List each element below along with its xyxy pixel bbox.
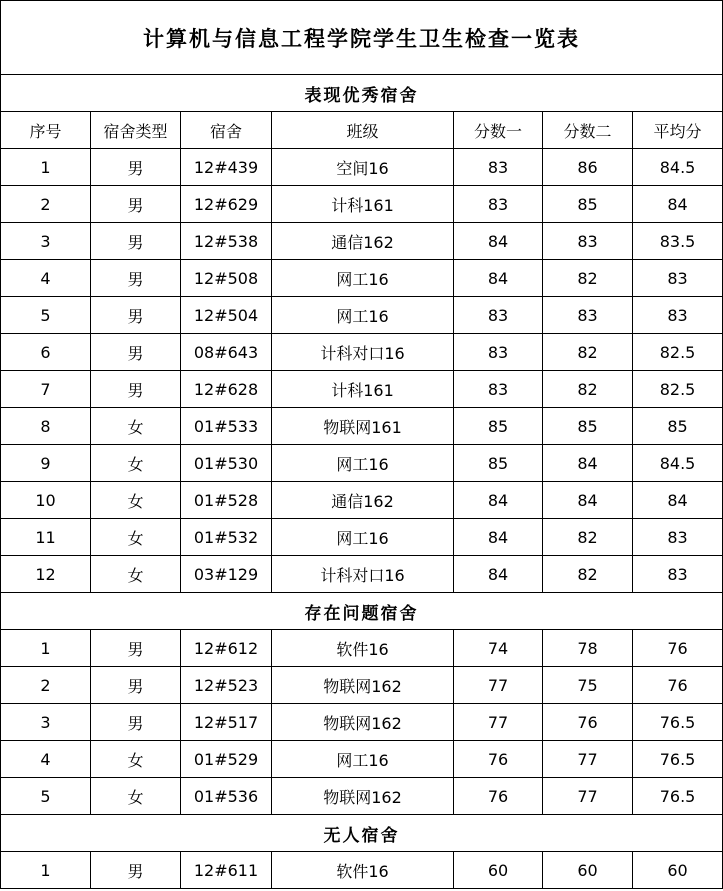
row-index: 1 — [1, 149, 91, 186]
average-score: 82.5 — [633, 371, 723, 408]
section-title: 存在问题宿舍 — [1, 593, 723, 630]
average-score: 83 — [633, 519, 723, 556]
average-score: 85 — [633, 408, 723, 445]
score-two: 78 — [543, 630, 633, 667]
average-score: 76 — [633, 667, 723, 704]
score-two: 75 — [543, 667, 633, 704]
dorm-type: 男 — [91, 704, 181, 741]
class-name: 网工16 — [272, 260, 454, 297]
score-two: 82 — [543, 556, 633, 593]
dorm-type: 男 — [91, 297, 181, 334]
dorm-number: 12#611 — [181, 852, 272, 889]
section-title: 表现优秀宿舍 — [1, 75, 723, 112]
class-name: 空间16 — [272, 149, 454, 186]
dorm-number: 01#533 — [181, 408, 272, 445]
score-one: 83 — [454, 149, 543, 186]
class-name: 软件16 — [272, 852, 454, 889]
average-score: 76.5 — [633, 741, 723, 778]
dorm-type: 女 — [91, 778, 181, 815]
table-row — [1, 741, 723, 778]
average-score: 84.5 — [633, 149, 723, 186]
class-name: 物联网162 — [272, 667, 454, 704]
class-name: 通信162 — [272, 482, 454, 519]
score-two: 83 — [543, 223, 633, 260]
column-header-row — [1, 112, 723, 149]
dorm-number: 03#129 — [181, 556, 272, 593]
section-title: 无人宿舍 — [1, 815, 723, 852]
average-score: 83 — [633, 260, 723, 297]
average-score: 83 — [633, 556, 723, 593]
score-one: 84 — [454, 482, 543, 519]
dorm-type: 男 — [91, 186, 181, 223]
table-row — [1, 667, 723, 704]
average-score: 76.5 — [633, 704, 723, 741]
table-row — [1, 297, 723, 334]
dorm-type-header: 宿舍类型 — [91, 112, 181, 149]
score-two: 77 — [543, 741, 633, 778]
table-row — [1, 556, 723, 593]
score-one: 84 — [454, 223, 543, 260]
dorm-number: 01#530 — [181, 445, 272, 482]
average-score: 83 — [633, 297, 723, 334]
class-name: 计科对口16 — [272, 556, 454, 593]
class-name: 计科161 — [272, 186, 454, 223]
score-two: 82 — [543, 260, 633, 297]
section-row — [1, 75, 723, 112]
table-row — [1, 149, 723, 186]
average-score: 76.5 — [633, 778, 723, 815]
row-index: 3 — [1, 704, 91, 741]
table-title: 计算机与信息工程学院学生卫生检查一览表 — [1, 1, 723, 75]
row-index: 12 — [1, 556, 91, 593]
score-two: 77 — [543, 778, 633, 815]
row-index: 10 — [1, 482, 91, 519]
score-one: 76 — [454, 741, 543, 778]
section-row — [1, 593, 723, 630]
dorm-number: 12#508 — [181, 260, 272, 297]
dorm-type: 女 — [91, 445, 181, 482]
score-two: 85 — [543, 186, 633, 223]
table-row — [1, 408, 723, 445]
table-row — [1, 704, 723, 741]
average-score: 82.5 — [633, 334, 723, 371]
dorm-number: 12#629 — [181, 186, 272, 223]
row-index: 1 — [1, 630, 91, 667]
class-name: 物联网162 — [272, 704, 454, 741]
score-one: 76 — [454, 778, 543, 815]
average-header: 平均分 — [633, 112, 723, 149]
section-row — [1, 815, 723, 852]
row-index: 2 — [1, 667, 91, 704]
dorm-number: 12#504 — [181, 297, 272, 334]
score-one: 83 — [454, 297, 543, 334]
table-row — [1, 630, 723, 667]
dorm-number: 12#628 — [181, 371, 272, 408]
class-name: 网工16 — [272, 297, 454, 334]
class-header: 班级 — [272, 112, 454, 149]
row-index: 11 — [1, 519, 91, 556]
score-one: 74 — [454, 630, 543, 667]
score-one: 83 — [454, 334, 543, 371]
score-two: 84 — [543, 482, 633, 519]
table-row — [1, 371, 723, 408]
dorm-number: 08#643 — [181, 334, 272, 371]
average-score: 83.5 — [633, 223, 723, 260]
dorm-header: 宿舍 — [181, 112, 272, 149]
table-row — [1, 334, 723, 371]
row-index: 4 — [1, 260, 91, 297]
dorm-type: 男 — [91, 852, 181, 889]
average-score: 60 — [633, 852, 723, 889]
dorm-number: 12#612 — [181, 630, 272, 667]
score-two: 76 — [543, 704, 633, 741]
score1-header: 分数一 — [454, 112, 543, 149]
index-header: 序号 — [1, 112, 91, 149]
score-one: 77 — [454, 667, 543, 704]
class-name: 通信162 — [272, 223, 454, 260]
row-index: 9 — [1, 445, 91, 482]
row-index: 8 — [1, 408, 91, 445]
row-index: 2 — [1, 186, 91, 223]
class-name: 物联网162 — [272, 778, 454, 815]
average-score: 84 — [633, 482, 723, 519]
row-index: 1 — [1, 852, 91, 889]
dorm-type: 男 — [91, 260, 181, 297]
dorm-number: 12#538 — [181, 223, 272, 260]
row-index: 7 — [1, 371, 91, 408]
row-index: 5 — [1, 297, 91, 334]
row-index: 6 — [1, 334, 91, 371]
dorm-number: 01#532 — [181, 519, 272, 556]
dorm-number: 01#536 — [181, 778, 272, 815]
table-row — [1, 445, 723, 482]
class-name: 网工16 — [272, 445, 454, 482]
score-one: 60 — [454, 852, 543, 889]
dorm-type: 男 — [91, 630, 181, 667]
dorm-number: 01#528 — [181, 482, 272, 519]
score-one: 83 — [454, 371, 543, 408]
score-two: 82 — [543, 519, 633, 556]
score-one: 84 — [454, 260, 543, 297]
row-index: 3 — [1, 223, 91, 260]
class-name: 计科对口16 — [272, 334, 454, 371]
score-two: 86 — [543, 149, 633, 186]
dorm-number: 12#439 — [181, 149, 272, 186]
table-row — [1, 482, 723, 519]
score-one: 85 — [454, 445, 543, 482]
dorm-number: 01#529 — [181, 741, 272, 778]
dorm-type: 男 — [91, 371, 181, 408]
dorm-type: 男 — [91, 667, 181, 704]
dorm-type: 女 — [91, 482, 181, 519]
dorm-number: 12#517 — [181, 704, 272, 741]
row-index: 5 — [1, 778, 91, 815]
dorm-type: 男 — [91, 223, 181, 260]
average-score: 76 — [633, 630, 723, 667]
table-row — [1, 778, 723, 815]
dorm-type: 女 — [91, 741, 181, 778]
score-two: 60 — [543, 852, 633, 889]
table-row — [1, 260, 723, 297]
score2-header: 分数二 — [543, 112, 633, 149]
score-one: 77 — [454, 704, 543, 741]
title-row — [1, 1, 723, 75]
score-two: 83 — [543, 297, 633, 334]
row-index: 4 — [1, 741, 91, 778]
class-name: 物联网161 — [272, 408, 454, 445]
score-one: 84 — [454, 519, 543, 556]
dorm-type: 男 — [91, 334, 181, 371]
table-row — [1, 186, 723, 223]
class-name: 计科161 — [272, 371, 454, 408]
class-name: 网工16 — [272, 741, 454, 778]
dorm-type: 女 — [91, 519, 181, 556]
dorm-number: 12#523 — [181, 667, 272, 704]
dorm-type: 女 — [91, 556, 181, 593]
average-score: 84 — [633, 186, 723, 223]
score-two: 85 — [543, 408, 633, 445]
table-row — [1, 852, 723, 889]
class-name: 网工16 — [272, 519, 454, 556]
table-row — [1, 223, 723, 260]
dorm-type: 女 — [91, 408, 181, 445]
score-one: 84 — [454, 556, 543, 593]
average-score: 84.5 — [633, 445, 723, 482]
score-two: 82 — [543, 334, 633, 371]
score-two: 84 — [543, 445, 633, 482]
score-two: 82 — [543, 371, 633, 408]
class-name: 软件16 — [272, 630, 454, 667]
score-one: 85 — [454, 408, 543, 445]
dorm-type: 男 — [91, 149, 181, 186]
inspection-table-body — [1, 1, 723, 889]
score-one: 83 — [454, 186, 543, 223]
table-row — [1, 519, 723, 556]
